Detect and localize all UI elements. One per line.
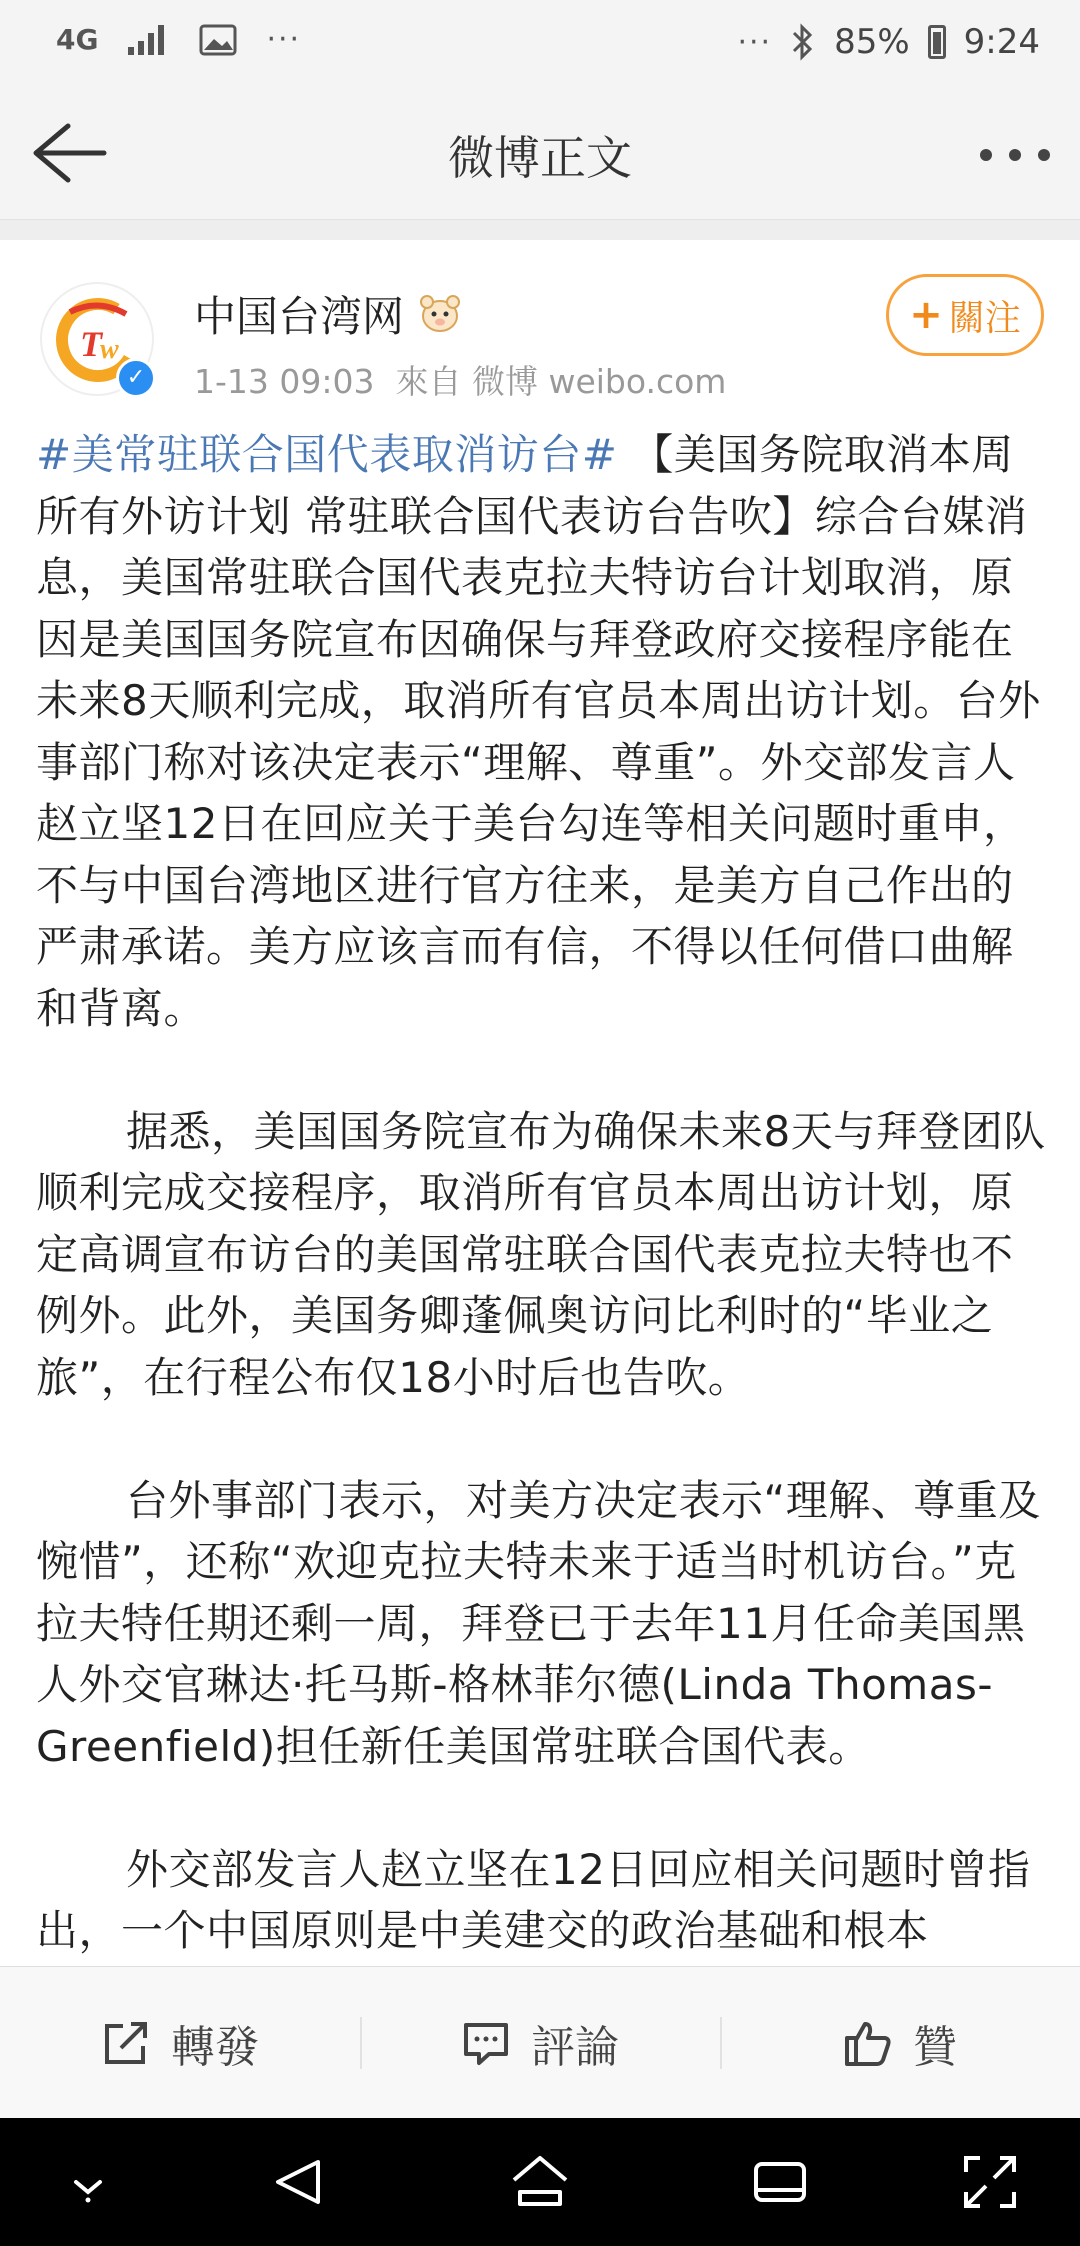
battery-icon [928, 25, 946, 59]
post-meta [194, 356, 726, 403]
repost-button[interactable] [0, 1967, 360, 2118]
post-timestamp: 1-13 09:03 [194, 362, 375, 401]
member-icon [418, 293, 462, 335]
action-bar [0, 1966, 1080, 2118]
post-paragraph: 台外事部门表示，对美方决定表示“理解、尊重及惋惜”，还称“欢迎克拉夫特未来于适当时机访台。”克拉夫特任期还剩一周，拜登已于去年11月任命美国黑人外交官琳达·托马斯-格林菲尔德(Linda Thomas-Greenfield)担任新任美国常驻联合国代表。 [36, 1475, 1041, 1771]
nav-expand-icon[interactable] [960, 2152, 1020, 2212]
post-paragraph [36, 424, 1046, 1039]
paragraph-text: 【美国务院取消本周所有外访计划 常驻联合国代表访台告吹】综合台媒消息，美国常驻联合国代表克拉夫特访台计划取消，原因是美国国务院宣布因确保与拜登政府交接程序能在未来8天顺利完成，取消所有官员本周出访计划。台外事部门称对该决定表示“理解、尊重”。外交部发言人赵立坚12日在回应关于美台勾连等相关问题时重申，不与中国台湾地区进行官方往来，是美方自己作出的严肃承诺。美方应该言而有信，不得以任何借口曲解和背离。 [36, 430, 1041, 1033]
network-type: 4G [56, 22, 99, 56]
status-bar [0, 0, 1080, 90]
plus-icon: + [909, 292, 943, 338]
verified-icon: ✓ [116, 358, 156, 398]
status-bar-left [56, 22, 301, 57]
svg-text:w: w [100, 334, 119, 365]
svg-text:T: T [80, 324, 102, 364]
status-more-left: ··· [266, 22, 302, 57]
more-icon [980, 149, 992, 161]
follow-button[interactable] [886, 274, 1044, 356]
like-icon [843, 2018, 893, 2068]
battery-percent: 85% [834, 22, 910, 62]
gallery-icon [198, 23, 238, 57]
nav-home-icon[interactable] [510, 2152, 570, 2212]
signal-icon [126, 23, 170, 57]
section-divider [0, 220, 1080, 240]
topic-link[interactable]: #美常驻联合国代表取消访台# [36, 430, 618, 479]
follow-label: 關注 [948, 297, 1021, 339]
page-title: 微博正文 [448, 131, 632, 185]
author-name-row[interactable] [194, 284, 462, 344]
post-paragraph: 外交部发言人赵立坚在12日回应相关问题时曾指出，一个中国原则是中美建交的政治基础和根本 [36, 1844, 1031, 1955]
status-more-right: ··· [737, 24, 773, 60]
author-name[interactable]: 中国台湾网 [194, 292, 405, 341]
nav-down-icon[interactable] [58, 2152, 118, 2212]
more-button[interactable] [980, 140, 1050, 170]
comment-label: 評論 [531, 2021, 619, 2073]
nav-back-icon[interactable] [270, 2152, 330, 2212]
comment-icon [461, 2018, 511, 2068]
post-body [36, 424, 1046, 1964]
title-bar [0, 90, 1080, 220]
nav-recent-icon[interactable] [750, 2152, 810, 2212]
status-bar-right [737, 22, 1040, 62]
system-nav-bar [0, 2118, 1080, 2246]
repost-icon [101, 2018, 151, 2068]
post-source: 來自 微博 weibo.com [395, 362, 727, 401]
post-paragraph: 据悉，美国国务院宣布为确保未来8天与拜登团队顺利完成交接程序，取消所有官员本周出访计划，原定高调宣布访台的美国常驻联合国代表克拉夫特也不例外。此外，美国务卿蓬佩奥访问比利时的“毕业之旅”，在行程公布仅18小时后也告吹。 [36, 1106, 1046, 1402]
clock: 9:24 [963, 22, 1040, 62]
repost-label: 轉發 [171, 2021, 259, 2073]
bluetooth-icon [790, 23, 816, 61]
like-label: 贊 [913, 2021, 957, 2073]
like-button[interactable] [720, 1967, 1080, 2118]
comment-button[interactable] [360, 1967, 720, 2118]
